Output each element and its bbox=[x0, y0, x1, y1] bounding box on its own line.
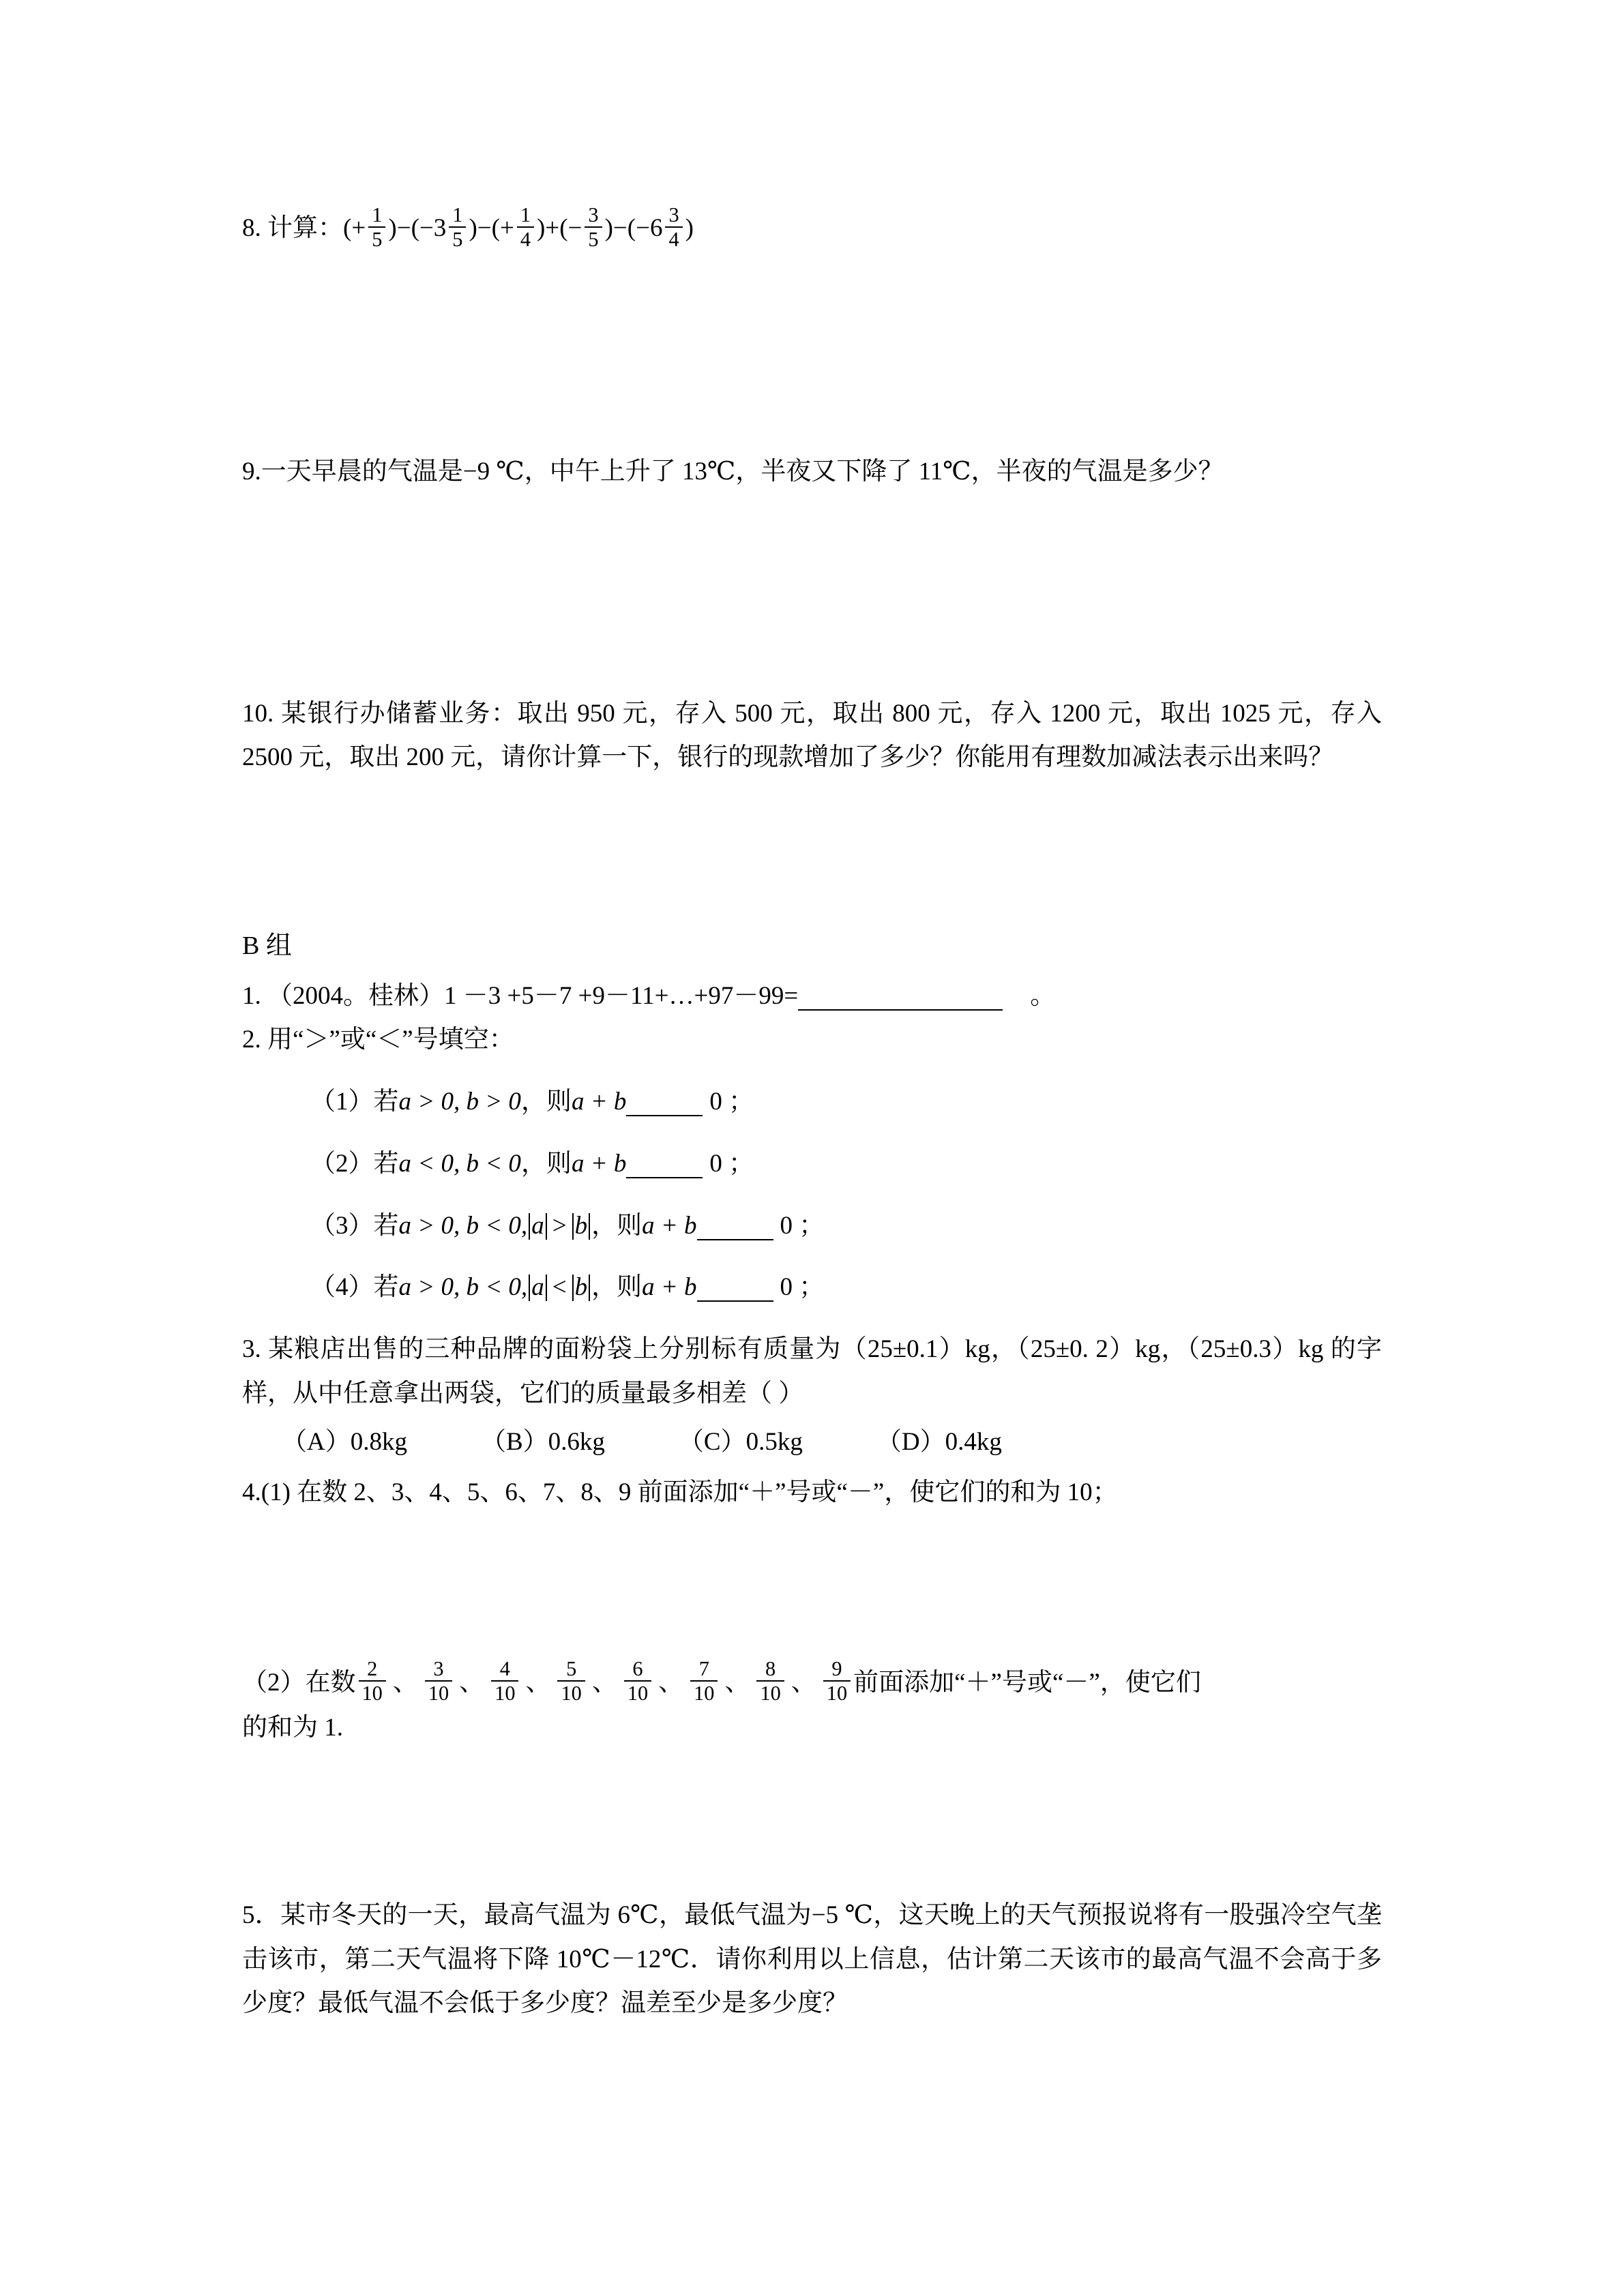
fraction: $\frac{6}{10}$ bbox=[624, 1657, 651, 1705]
question-b2 bbox=[242, 1018, 1382, 1310]
question-b4-part2 bbox=[242, 1658, 1382, 1706]
question-8 bbox=[242, 205, 1382, 252]
fraction: $\frac{1}{5}$ bbox=[449, 203, 466, 251]
absolute-value-left: a bbox=[527, 1204, 548, 1249]
term-1: (+ $\frac{1}{5}$ ) bbox=[343, 203, 397, 251]
question-8-label: 8. 计算： bbox=[242, 213, 343, 242]
option-c[interactable]: （C）0.5kg bbox=[678, 1427, 803, 1456]
option-b[interactable]: （B）0.6kg bbox=[480, 1427, 605, 1456]
separator: 、 bbox=[791, 1668, 816, 1697]
abs-bar-icon bbox=[572, 1213, 574, 1240]
separator: 、 bbox=[658, 1668, 684, 1697]
answer-space-10 bbox=[242, 780, 1382, 923]
question-8-expression bbox=[343, 205, 694, 252]
question-b3: 3. 某粮店出售的三种品牌的面粉袋上分别标有质量为（25±0.1）kg，（25±0. 2）kg，（25±0.3）kg 的字样，从中任意拿出两袋，它们的质量最多相差（ ） bbox=[242, 1335, 1382, 1407]
fraction: $\frac{9}{10}$ bbox=[823, 1657, 851, 1705]
term-3: −(+ $\frac{1}{4}$ ) bbox=[477, 203, 546, 251]
question-b2-stem: 2. 用“＞”或“＜”号填空： bbox=[242, 1026, 514, 1054]
answer-blank[interactable] bbox=[626, 1088, 703, 1116]
question-b5: 5．某市冬天的一天，最高气温为 6℃，最低气温为−5 ℃，这天晚上的天气预报说将有一股强冷空气垄击该市，第二天气温将下降 10℃－12℃．请你利用以上信息，估计第二天该市的最高气温不会高于多少度？最低气温不会低于多少度？温差至少是多少度？ bbox=[242, 1900, 1382, 2018]
separator: 、 bbox=[591, 1668, 617, 1697]
answer-blank[interactable] bbox=[626, 1150, 703, 1178]
question-b2-item-4: （4）若 a > 0, b < 0, a < b ，则 a + b 0 ； bbox=[242, 1266, 1382, 1310]
fraction: $\frac{5}{10}$ bbox=[557, 1657, 585, 1705]
separator: 、 bbox=[392, 1668, 418, 1697]
group-b-title: B 组 bbox=[242, 931, 292, 961]
question-b1-suffix: 。 bbox=[1030, 981, 1056, 1010]
question-b2-item-3: （3）若 a > 0, b < 0, a > b ，则 a + b 0 ； bbox=[242, 1204, 1382, 1249]
fraction: $\frac{4}{10}$ bbox=[491, 1657, 518, 1705]
fraction: $\frac{3}{5}$ bbox=[585, 203, 602, 251]
abs-bar-icon bbox=[529, 1274, 530, 1301]
question-b1-text: 1. （2004。桂林）1 －3 +5－7 +9－11+…+97－99= bbox=[242, 981, 799, 1010]
answer-space-b4 bbox=[242, 1515, 1382, 1658]
question-9: 9.一天早晨的气温是−9 ℃，中午上升了 13℃，半夜又下降了 11℃，半夜的气温是多少？ bbox=[242, 457, 1224, 486]
answer-blank[interactable] bbox=[798, 983, 1003, 1011]
term-2: −(− 3 $\frac{1}{5}$ ) bbox=[396, 203, 477, 251]
option-d[interactable]: （D）0.4kg bbox=[876, 1427, 1002, 1456]
question-b4-part2-tail: 的和为 1. bbox=[242, 1714, 343, 1742]
absolute-value-left: a bbox=[527, 1266, 548, 1310]
fraction: $\frac{1}{5}$ bbox=[368, 203, 385, 251]
fraction: $\frac{3}{4}$ bbox=[665, 203, 682, 251]
absolute-value-right: b bbox=[571, 1266, 592, 1310]
question-10: 10. 某银行办储蓄业务：取出 950 元，存入 500 元，取出 800 元，存入 1200 元，取出 1025 元，存入 2500 元，取出 200 元，请你计算一下，银行的现款增加了多少？你能用有理数加减法表示出来吗？ bbox=[242, 699, 1382, 772]
question-b1 bbox=[242, 974, 1382, 1019]
abs-bar-icon bbox=[529, 1213, 530, 1240]
abs-bar-icon bbox=[589, 1274, 590, 1301]
separator: 、 bbox=[525, 1668, 551, 1697]
term-4: +(− $\frac{3}{5}$ ) bbox=[545, 203, 613, 251]
absolute-value-right: b bbox=[571, 1204, 592, 1249]
question-b3-options bbox=[242, 1420, 1382, 1465]
fraction: $\frac{8}{10}$ bbox=[756, 1657, 784, 1705]
answer-space-b4b bbox=[242, 1750, 1382, 1894]
answer-space-8 bbox=[242, 252, 1382, 450]
fraction: $\frac{2}{10}$ bbox=[359, 1657, 386, 1705]
abs-bar-icon bbox=[546, 1213, 547, 1240]
term-5: −(− 6 $\frac{3}{4}$ ) bbox=[612, 203, 694, 251]
question-b4-part2-suffix: 前面添加“＋”号或“－”，使它们 bbox=[853, 1668, 1201, 1697]
question-b2-item-2: （2）若 a < 0, b < 0 ，则 a + b 0 ； bbox=[310, 1149, 754, 1178]
question-b4-part2-prefix: （2）在数 bbox=[242, 1668, 356, 1697]
separator: 、 bbox=[724, 1668, 750, 1697]
fraction: $\frac{3}{10}$ bbox=[425, 1657, 452, 1705]
abs-bar-icon bbox=[546, 1274, 547, 1301]
question-b2-item-1: （1）若 a > 0, b > 0 ，则 a + b 0 ； bbox=[310, 1088, 754, 1116]
answer-blank[interactable] bbox=[697, 1274, 773, 1302]
option-a[interactable]: （A）0.8kg bbox=[282, 1427, 407, 1456]
fraction: $\frac{7}{10}$ bbox=[690, 1657, 718, 1705]
fraction: $\frac{1}{4}$ bbox=[517, 203, 534, 251]
answer-blank[interactable] bbox=[697, 1212, 773, 1240]
abs-bar-icon bbox=[589, 1213, 590, 1240]
question-b4-part1: 4.(1) 在数 2、3、4、5、6、7、8、9 前面添加“＋”号或“－”，使它们的和为 10； bbox=[242, 1478, 1118, 1507]
abs-bar-icon bbox=[572, 1274, 574, 1301]
document-body bbox=[242, 205, 1382, 2026]
answer-space-9 bbox=[242, 494, 1382, 692]
separator: 、 bbox=[459, 1668, 485, 1697]
